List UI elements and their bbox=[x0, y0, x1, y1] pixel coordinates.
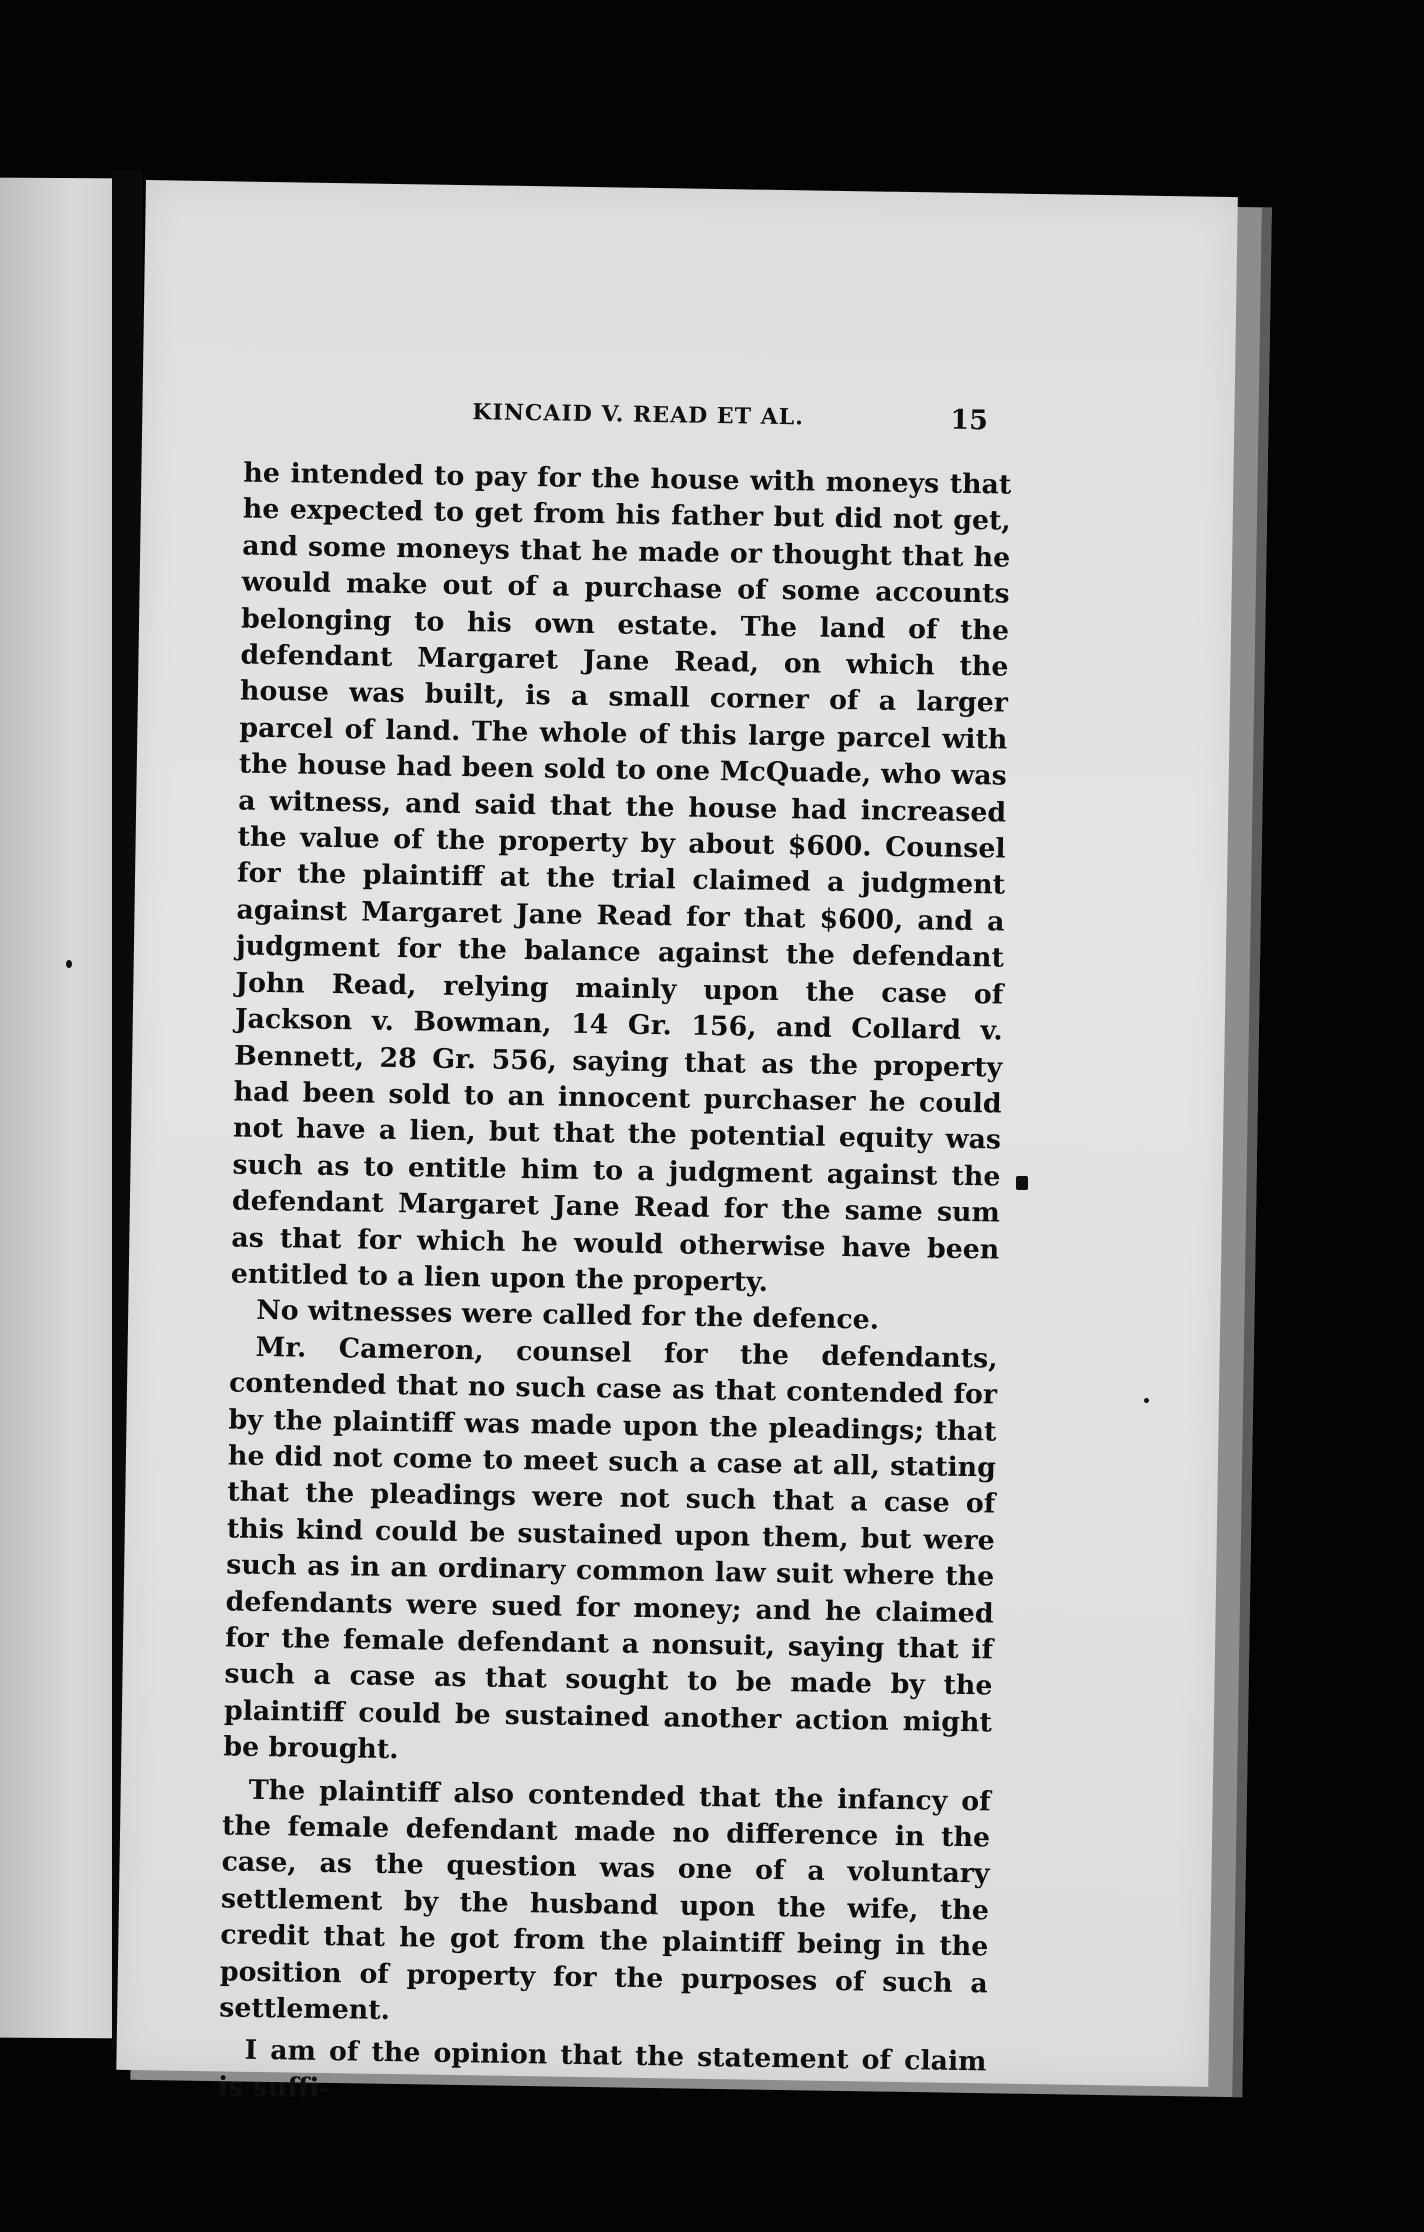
scan-speck bbox=[1144, 1398, 1149, 1403]
scan-speck bbox=[1016, 1176, 1028, 1190]
page-body bbox=[218, 456, 1012, 2118]
scan-speck bbox=[66, 960, 72, 968]
paragraph: Mr. Cameron, counsel for the defendants, contended that no such case as that contended for by the plaintiff was made upon the pleadings; that he did not come to meet such a case at all, stating that the pleadings were not such that a case of this kind could be sustained upon them, but were such as in an ordinary common law suit where the defendants were sued for money; and he claimed for the female defendant a nonsuit, saying that if such a case as that sought to be made by the plaintiff could be sustained another action might be brought. bbox=[223, 1331, 998, 1766]
facing-page-edge bbox=[0, 178, 120, 2039]
page-number: 15 bbox=[950, 404, 989, 437]
paragraph-continued: he intended to pay for the house with moneys that he expected to get from his father but did not get, and some moneys that he made or thought that he would make out of a purchase of some accounts belonging to his own estate. The land of the defendant Margaret Jane Read, on which the house was built, is a small corner of a larger parcel of land. The whole of this large parcel with the house had been sold to one McQuade, who was a witness, and said that the house had increased the value of the property by about $600. Counsel for the plaintiff at the trial claimed a judgment against Margaret Jane Read for that $600, and a judgment for the balance against the defendant John Read, relying mainly upon the case of Jackson v. Bowman, 14 Gr. 156, and Collard v. Bennett, 28 Gr. 556, saying that as the property had been sold to an innocent purchaser he could not have a lien, but that the potential equity was such as to entitle him to a judgment against the defendant Margaret Jane Read for the same sum as that for which he would otherwise have been entitled to a lien upon the property. bbox=[230, 457, 1012, 1298]
page-header bbox=[142, 394, 1143, 450]
paragraph: The plaintiff also contended that the infancy of the female defendant made no difference in the case, as the question was one of a voluntary settlement by the husband upon the wife, the credit that he got from the plaintiff being in the position of property for the purposes of such a settlement. bbox=[219, 1774, 991, 2027]
book-page bbox=[116, 180, 1238, 2105]
running-head: KINCAID V. READ ET AL. bbox=[472, 399, 805, 431]
paragraph: No witnesses were called for the defence. bbox=[256, 1295, 880, 1336]
paragraph: I am of the opinion that the statement of claim is suffi- bbox=[217, 2035, 987, 2105]
